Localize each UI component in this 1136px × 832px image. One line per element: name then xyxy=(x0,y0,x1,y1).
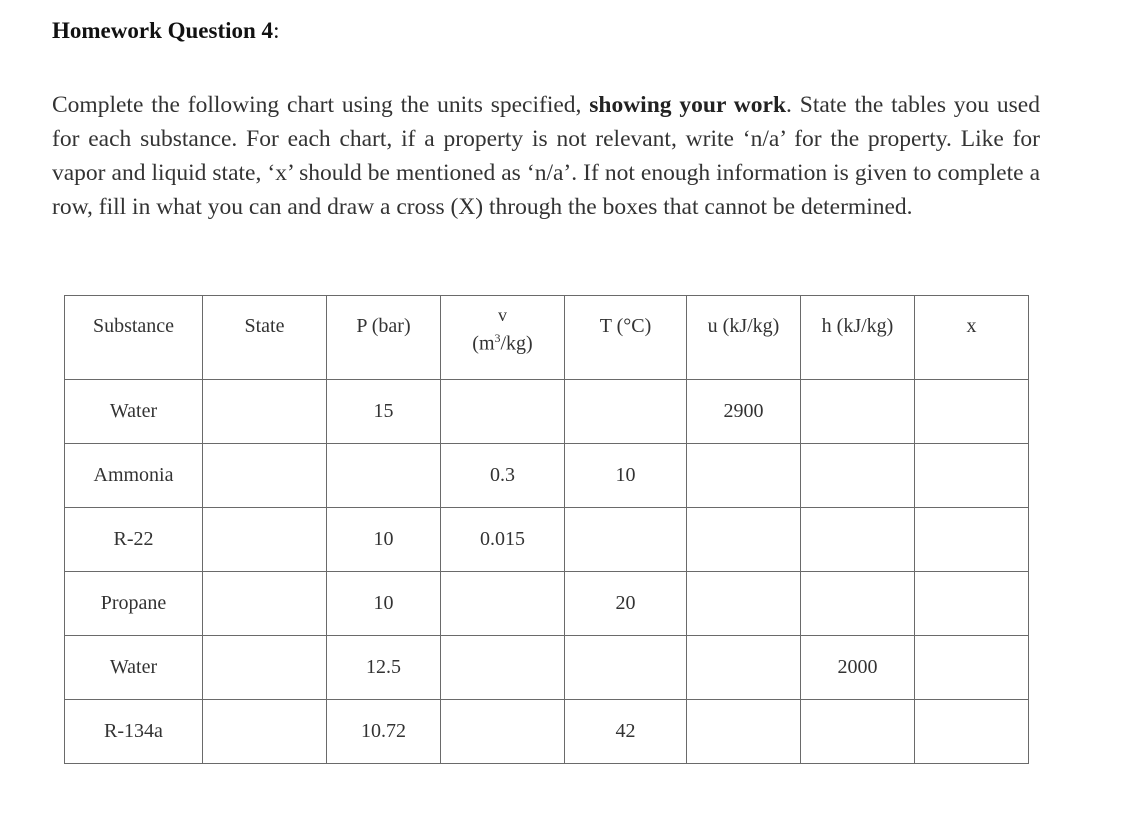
cell-internal-energy xyxy=(687,508,801,572)
cell-substance: Ammonia xyxy=(65,444,203,508)
cell-enthalpy: 2000 xyxy=(801,636,915,700)
cell-temperature: 10 xyxy=(565,444,687,508)
cell-substance: Propane xyxy=(65,572,203,636)
cell-enthalpy xyxy=(801,444,915,508)
cell-state xyxy=(203,508,327,572)
cell-enthalpy xyxy=(801,572,915,636)
header-row xyxy=(65,296,1029,380)
header-pressure: P (bar) xyxy=(327,296,441,380)
volume-symbol: v xyxy=(498,305,507,326)
table-row xyxy=(65,572,1029,636)
property-chart xyxy=(64,295,1029,764)
instructions-paragraph xyxy=(52,88,1040,224)
table-row xyxy=(65,700,1029,764)
header-quality: x xyxy=(915,296,1029,380)
instructions-bold: showing your work xyxy=(589,92,787,118)
header-state: State xyxy=(203,296,327,380)
cell-quality xyxy=(915,572,1029,636)
cell-quality xyxy=(915,508,1029,572)
table-row xyxy=(65,444,1029,508)
cell-volume: 0.015 xyxy=(441,508,565,572)
cell-quality xyxy=(915,636,1029,700)
cell-temperature xyxy=(565,636,687,700)
question-colon: : xyxy=(273,18,280,43)
cell-quality xyxy=(915,444,1029,508)
table-row xyxy=(65,508,1029,572)
cell-pressure: 12.5 xyxy=(327,636,441,700)
cell-volume xyxy=(441,380,565,444)
cell-quality xyxy=(915,380,1029,444)
cell-volume xyxy=(441,636,565,700)
table-row xyxy=(65,380,1029,444)
cell-enthalpy xyxy=(801,380,915,444)
cell-pressure: 10.72 xyxy=(327,700,441,764)
header-specific-volume xyxy=(441,296,565,380)
cell-enthalpy xyxy=(801,508,915,572)
table-row xyxy=(65,636,1029,700)
header-internal-energy: u (kJ/kg) xyxy=(687,296,801,380)
cell-temperature xyxy=(565,380,687,444)
cell-substance: R-134a xyxy=(65,700,203,764)
cell-state xyxy=(203,380,327,444)
cell-volume xyxy=(441,572,565,636)
cell-internal-energy: 2900 xyxy=(687,380,801,444)
header-enthalpy: h (kJ/kg) xyxy=(801,296,915,380)
cell-temperature xyxy=(565,508,687,572)
cell-internal-energy xyxy=(687,700,801,764)
instructions-part2: . State the tables you used for each substance. For each chart, if a property is not relevant, write ‘n/a’ for the property. Like for vapor and liquid state, ‘x’ should be mentioned as ‘n/a’. If not enough information is given to complete a row, fill in what you can and draw a cross (X) through the boxes that cannot be determined. xyxy=(52,92,1040,220)
cell-pressure: 15 xyxy=(327,380,441,444)
cell-substance: Water xyxy=(65,380,203,444)
cell-pressure: 10 xyxy=(327,508,441,572)
header-temperature: T (°C) xyxy=(565,296,687,380)
cell-pressure: 10 xyxy=(327,572,441,636)
question-heading xyxy=(52,18,279,44)
cell-state xyxy=(203,444,327,508)
cell-volume xyxy=(441,700,565,764)
cell-quality xyxy=(915,700,1029,764)
cell-state xyxy=(203,636,327,700)
cell-volume: 0.3 xyxy=(441,444,565,508)
cell-state xyxy=(203,572,327,636)
cell-state xyxy=(203,700,327,764)
cell-internal-energy xyxy=(687,572,801,636)
cell-temperature: 20 xyxy=(565,572,687,636)
header-substance: Substance xyxy=(65,296,203,380)
cell-pressure xyxy=(327,444,441,508)
cell-substance: R-22 xyxy=(65,508,203,572)
cell-enthalpy xyxy=(801,700,915,764)
cell-internal-energy xyxy=(687,636,801,700)
cell-internal-energy xyxy=(687,444,801,508)
question-title: Homework Question 4 xyxy=(52,18,274,43)
volume-unit: $(m^3/kg)$ xyxy=(472,331,533,355)
cell-temperature: 42 xyxy=(565,700,687,764)
cell-substance: Water xyxy=(65,636,203,700)
instructions-part1: Complete the following chart using the units specified, xyxy=(52,92,590,118)
